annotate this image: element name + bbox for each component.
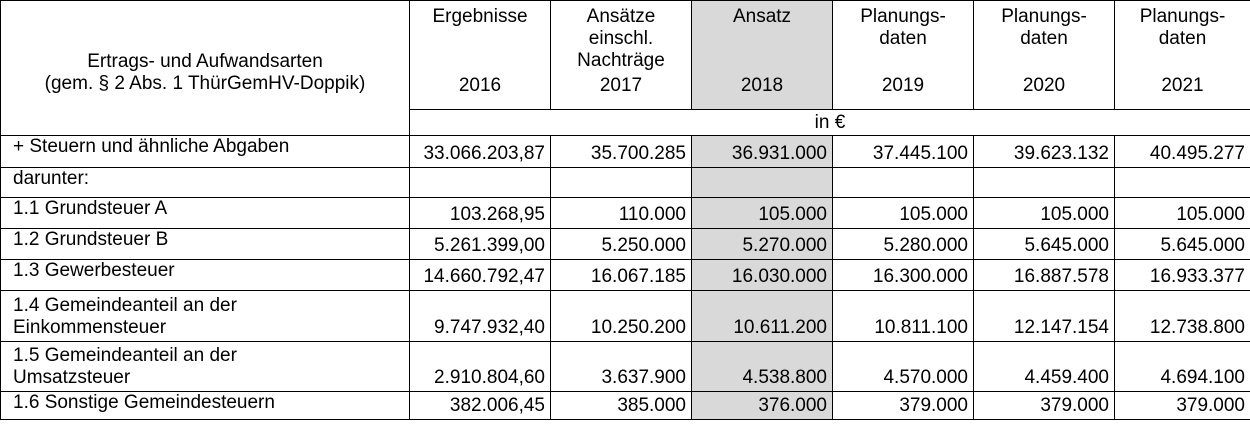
table-row	[1, 392, 1250, 420]
cell-2021: 379.000	[1115, 392, 1250, 420]
cell-2018: 5.270.000	[692, 229, 833, 260]
column-header-2021	[1115, 1, 1250, 110]
cell-2021	[1115, 168, 1250, 198]
column-header-2020	[974, 1, 1115, 110]
unit-label: in €	[410, 110, 1250, 136]
cell-2018: 16.030.000	[692, 260, 833, 291]
column-year: 2019	[881, 75, 925, 96]
cell-2020	[974, 168, 1115, 198]
table-row	[1, 260, 1250, 291]
cell-2018: 36.931.000	[692, 136, 833, 168]
column-header-2018	[692, 1, 833, 110]
cell-2018: 105.000	[692, 198, 833, 229]
cell-2016: 5.261.399,00	[410, 229, 551, 260]
cell-2017: 385.000	[551, 392, 692, 420]
column-header-revenue-types	[1, 1, 410, 136]
row-label: 1.3 Gewerbesteuer	[1, 260, 410, 291]
cell-2016: 382.006,45	[410, 392, 551, 420]
row-label: 1.1 Grundsteuer A	[1, 198, 410, 229]
row-label: 1.2 Grundsteuer B	[1, 229, 410, 260]
cell-2017: 10.250.200	[551, 291, 692, 342]
column-year: 2018	[740, 75, 784, 96]
cell-2017	[551, 168, 692, 198]
cell-2019	[833, 168, 974, 198]
table-row	[1, 229, 1250, 260]
cell-2019: 37.445.100	[833, 136, 974, 168]
table-row	[1, 198, 1250, 229]
corner-label-line2: (gem. § 2 Abs. 1 ThürGemHV-Doppik)	[44, 73, 366, 94]
column-header-2017	[551, 1, 692, 110]
cell-2016: 33.066.203,87	[410, 136, 551, 168]
column-title: Planungs- daten	[1001, 6, 1087, 49]
column-year: 2016	[458, 75, 502, 96]
cell-2020: 12.147.154	[974, 291, 1115, 342]
cell-2016: 2.910.804,60	[410, 342, 551, 392]
table-row	[1, 136, 1250, 168]
cell-2018	[692, 168, 833, 198]
cell-2020: 39.623.132	[974, 136, 1115, 168]
column-header-2016	[410, 1, 551, 110]
cell-2021: 40.495.277	[1115, 136, 1250, 168]
row-label: + Steuern und ähnliche Abgaben	[1, 136, 410, 168]
column-title: Planungs- daten	[1139, 6, 1226, 49]
cell-2020: 4.459.400	[974, 342, 1115, 392]
cell-2016: 9.747.932,40	[410, 291, 551, 342]
cell-2021: 12.738.800	[1115, 291, 1250, 342]
cell-2019: 4.570.000	[833, 342, 974, 392]
cell-2021: 16.933.377	[1115, 260, 1250, 291]
column-year: 2017	[599, 75, 643, 96]
cell-2020: 105.000	[974, 198, 1115, 229]
table-row	[1, 168, 1250, 198]
cell-2021: 105.000	[1115, 198, 1250, 229]
row-label: 1.4 Gemeindeanteil an der Einkommensteuer	[1, 291, 410, 342]
column-title: Ergebnisse	[432, 6, 528, 27]
column-header-2019	[833, 1, 974, 110]
column-title: Planungs- daten	[860, 6, 946, 49]
cell-2020: 16.887.578	[974, 260, 1115, 291]
cell-2018: 4.538.800	[692, 342, 833, 392]
cell-2020: 5.645.000	[974, 229, 1115, 260]
cell-2019: 16.300.000	[833, 260, 974, 291]
cell-2018: 10.611.200	[692, 291, 833, 342]
corner-label-line1: Ertrags- und Aufwandsarten	[87, 51, 323, 72]
table-row	[1, 291, 1250, 342]
column-year: 2020	[1022, 75, 1066, 96]
row-label: 1.6 Sonstige Gemeindesteuern	[1, 392, 410, 420]
cell-2017: 35.700.285	[551, 136, 692, 168]
row-label: 1.5 Gemeindeanteil an der Umsatzsteuer	[1, 342, 410, 392]
cell-2021: 4.694.100	[1115, 342, 1250, 392]
cell-2020: 379.000	[974, 392, 1115, 420]
cell-2019: 10.811.100	[833, 291, 974, 342]
row-label: darunter:	[1, 168, 410, 198]
table-row	[1, 342, 1250, 392]
cell-2019: 379.000	[833, 392, 974, 420]
cell-2019: 5.280.000	[833, 229, 974, 260]
cell-2016	[410, 168, 551, 198]
cell-2017: 110.000	[551, 198, 692, 229]
column-title: Ansätze einschl. Nachträge	[577, 6, 665, 71]
column-year: 2021	[1161, 75, 1204, 96]
cell-2021: 5.645.000	[1115, 229, 1250, 260]
cell-2017: 5.250.000	[551, 229, 692, 260]
cell-2016: 14.660.792,47	[410, 260, 551, 291]
cell-2016: 103.268,95	[410, 198, 551, 229]
column-title: Ansatz	[732, 6, 792, 27]
cell-2017: 16.067.185	[551, 260, 692, 291]
cell-2018: 376.000	[692, 392, 833, 420]
cell-2017: 3.637.900	[551, 342, 692, 392]
cell-2019: 105.000	[833, 198, 974, 229]
